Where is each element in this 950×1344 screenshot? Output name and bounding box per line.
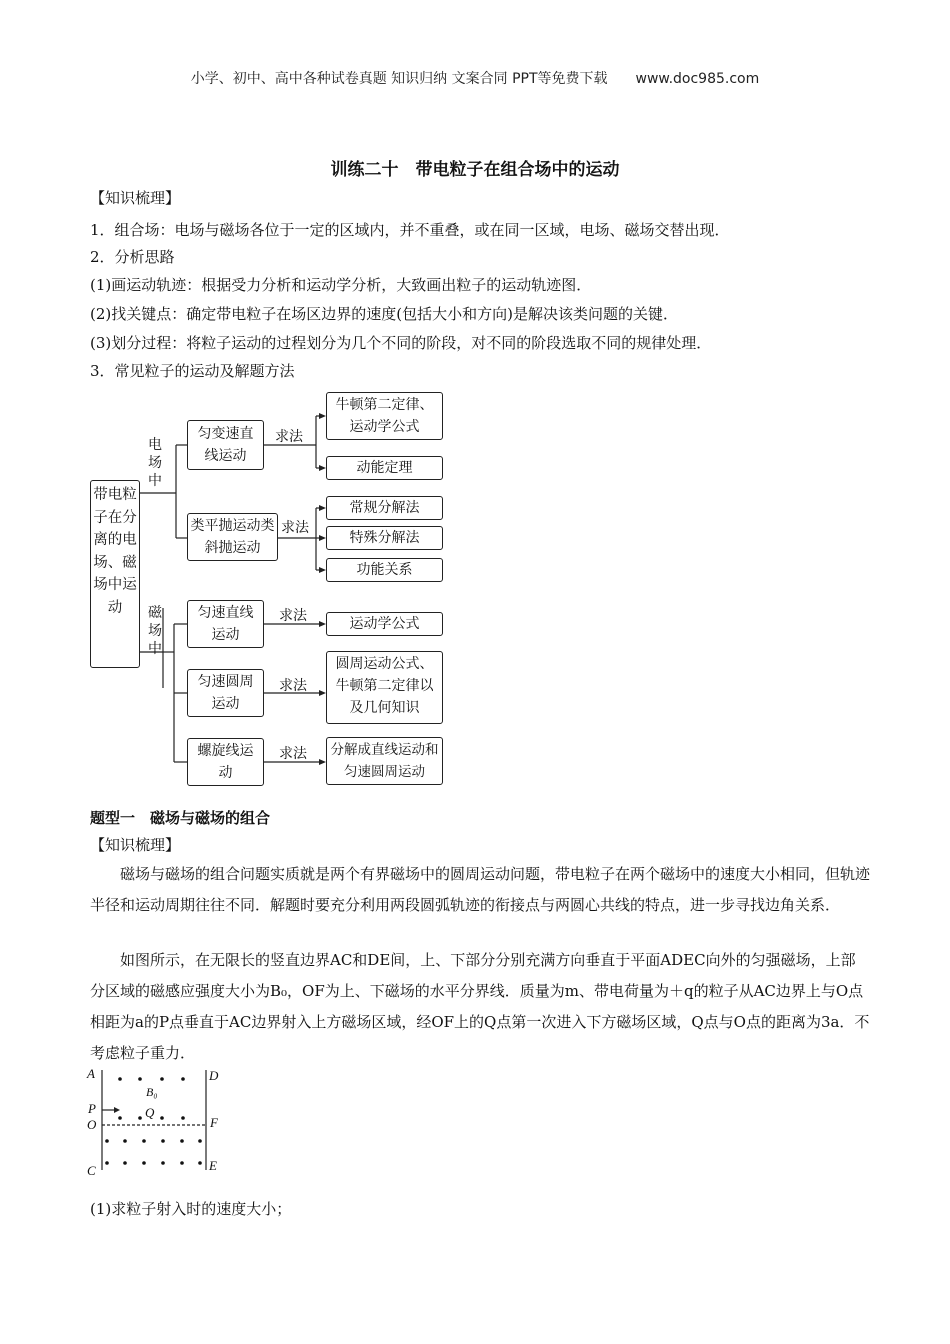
label-O: O [87,1117,97,1132]
type1-subheading: 【知识梳理】 [90,836,181,854]
header-text: 小学、初中、高中各种试卷真题 知识归纳 文案合同 PPT等免费下载 [190,71,608,87]
motion-uniform-linear: 匀速直线运动 [187,600,264,648]
type1-paragraph-1: 磁场与磁场的组合问题实质就是两个有界磁场中的圆周运动问题，带电粒子在两个磁场中的速度大小相同，但轨迹半径和运动周期往往不同．解题时要充分利用两段圆弧轨迹的衔接点与两圆心共线的特点，进一步寻找边角关系． [90,865,871,914]
label-qiufa-5: 求法 [279,746,307,762]
magnetic-field-figure [84,1066,224,1178]
label-qiufa-1: 求法 [275,429,303,445]
motion-circular: 匀速圆周运动 [187,669,264,717]
point-3: 3．常见粒子的运动及解题方法 [90,362,295,380]
result-work-energy: 功能关系 [326,558,443,582]
label-A: A [87,1066,95,1081]
label-D: D [209,1068,219,1083]
label-magnetic: 磁场中 [148,605,162,657]
label-P: P [88,1101,96,1116]
type1-paragraph-2: 如图所示，在无限长的竖直边界AC和DE间，上、下部分分别充满方向垂直于平面ADEC向外的匀强磁场，上部分区域的磁感应强度大小为B₀，OF为上、下磁场的水平分界线．质量为m、带电荷量为＋q的粒子从AC边界上与O点相距为a的P点垂直于AC边界射入上方磁场区域，经OF上的Q点第一次进入下方磁场区域，Q点与O点的距离为3a．不考虑粒子重力． [90,951,870,1062]
question-1: (1)求粒子射入时的速度大小； [90,1200,292,1218]
header-site[interactable]: www.doc985.com [635,71,760,87]
page-header [0,68,950,88]
diagram-connectors [88,388,448,788]
motion-projectile: 类平抛运动类斜抛运动 [187,513,278,561]
figure-drawing [84,1066,224,1178]
point-2-3: (3)划分过程：将粒子运动的过程划分为几个不同的阶段，对不同的阶段选取不同的规律处理． [90,334,712,352]
label-electric: 电场中 [148,437,162,489]
label-F: F [210,1115,218,1130]
label-B0: B₀ [146,1085,158,1099]
label-qiufa-2: 求法 [281,520,309,536]
result-standard-decomposition: 常规分解法 [326,496,443,520]
result-circular-formulas: 圆周运动公式、牛顿第二定律以及几何知识 [326,651,443,724]
label-E: E [209,1158,217,1173]
result-kinetic-energy: 动能定理 [326,456,443,480]
motion-helical: 螺旋线运动 [187,738,264,786]
point-2: 2．分析思路 [90,248,175,266]
point-2-2: (2)找关键点：确定带电粒子在场区边界的速度(包括大小和方向)是解决该类问题的关键． [90,305,678,323]
type1-heading: 题型一 磁场与磁场的组合 [90,809,271,827]
point-1: 1．组合场：电场与磁场各位于一定的区域内，并不重叠，或在同一区域，电场、磁场交替出现． [90,221,730,239]
label-qiufa-3: 求法 [279,608,307,624]
result-newton-kinematics: 牛顿第二定律、运动学公式 [326,392,443,440]
section-heading: 【知识梳理】 [90,189,181,207]
point-2-1: (1)画运动轨迹：根据受力分析和运动学分析，大致画出粒子的运动轨迹图． [90,276,592,294]
page-title: 训练二十 带电粒子在组合场中的运动 [330,160,620,180]
motion-uniform-accel: 匀变速直线运动 [187,420,264,470]
diagram-root: 带电粒子在分离的电场、磁场中运动 [90,480,140,668]
label-C: C [87,1163,96,1178]
concept-diagram [88,388,448,788]
result-kinematics: 运动学公式 [326,612,443,636]
result-special-decomposition: 特殊分解法 [326,526,443,550]
result-decompose: 分解成直线运动和匀速圆周运动 [326,737,443,785]
label-qiufa-4: 求法 [279,678,307,694]
label-Q: Q [145,1105,155,1120]
